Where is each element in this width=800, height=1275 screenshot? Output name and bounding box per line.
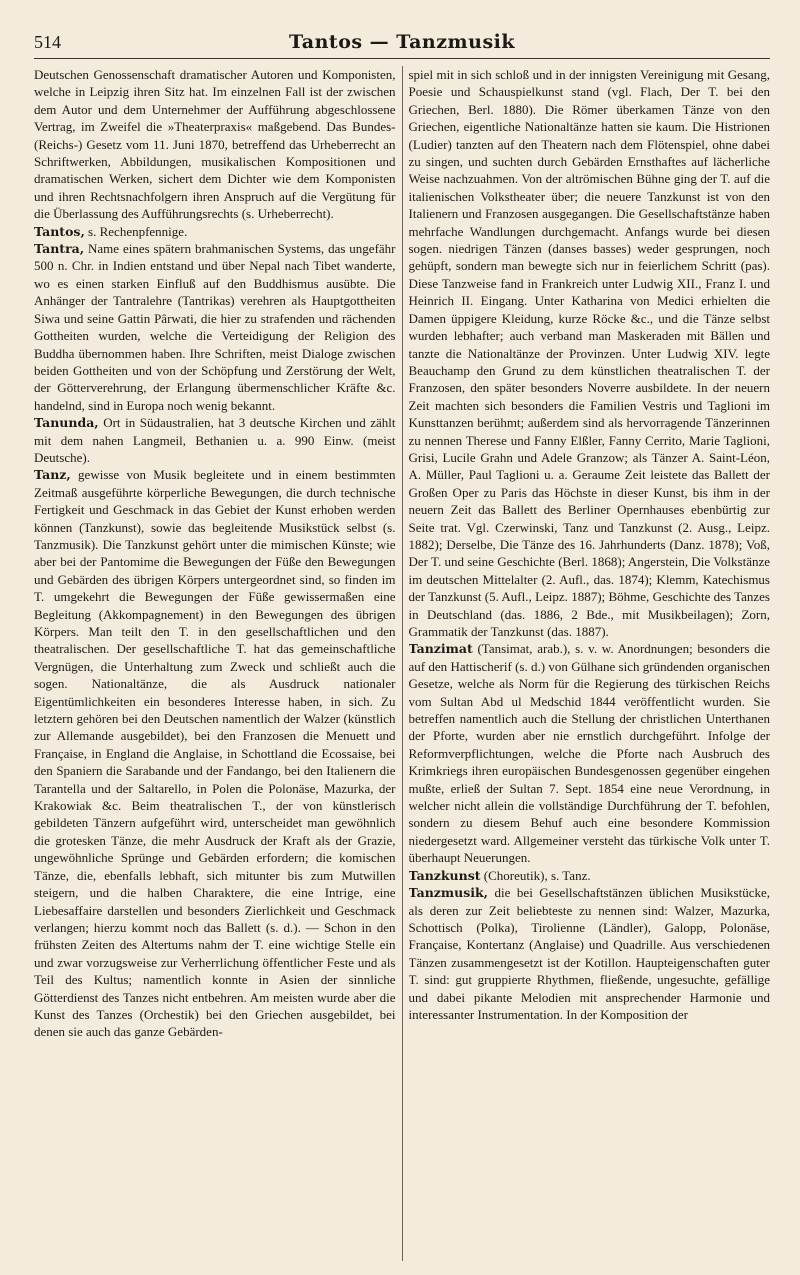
paragraph-continuation: [34, 66, 396, 223]
page-number: 514: [34, 32, 61, 52]
entry-tanunda: [34, 414, 396, 466]
paragraph-text: spiel mit in sich schloß und in der innigsten Vereinigung mit Gesang, Poesie und Schauspielkunst stand (vgl. Flach, Der T. bei den Griechen, Berl. 1880). Die Römer überkamen Tänze von den Griechen, eigentliche Nationaltänze hatten sie kaum. Die Histrionen (Ludier) tanzten auf den Theatern nach dem Flötenspiel, ohne dabei zu singen, und suchten durch Gebärden Ernsthaftes auf lächerliche Weise nachzuahmen. Von der altrömischen Bühne ging der T. auf die italienischen Volkstheater über; die neuere Tanzkunst ist von den Italienern und Franzosen ausgegangen. Die Gesellschaftstänze haben mehrfache Wandlungen durchgemacht. Anfangs wurde bei diesen sogen. niedrigen Tänzen (danses basses) weder gesprungen, noch gehüpft, sondern man bewegte sich nur in feierlichem Schritt (pas). Diese Tanzweise fand in Frankreich unter Ludwig XII., Franz I. und Heinrich II. Eingang. Unter Katharina von Medici erhielten die Damen üppigere Kleidung, kurze Röcke &c., und die Tänze selbst wurden lebhafter; auch verband man Maskeraden mit Bällen und tanzte die Nationaltänze der Provinzen. Unter Ludwig XIV. legte Beauchamp den Grund zu dem künstlichen theatralischen T. der Franzosen, den später besonders Noverre ausbildete. In der neuern Zeit machten sich besonders die Familien Vestris und Taglioni im Kunsttanzen berühmt; außerdem sind als hervorragende Tänzerinnen zu nennen Therese und Fanny Elßler, Fanny Cerrito, Marie Taglioni, Grisi, Lucile Grahn und Adele Granzow; als Tänzer A. Saint-Léon, A. Müller, Paul Taglioni u. a. Geraume Zeit leistete das Ballett der Großen Oper zu Paris das Höchste in dieser Kunst, bis ihm in der neuern Zeit das Ballett des Berliner Opernhauses ebenbürtig zur Seite trat. Vgl. Czerwinski, Tanz und Tanzkunst (2. Ausg., Leipz. 1882); Derselbe, Die Tänze des 16. Jahrhunderts (Danz. 1878); Voß, Der T. und seine Geschichte (Berl. 1868); Angerstein, Die Volkstänze im deutschen Mittelalter (2. Aufl., das. 1874); Klemm, Katechismus der Tanzkunst (5. Aufl., Leipz. 1887); Böhme, Geschichte des Tanzes in Deutschland (das. 1886, 2 Bde., mit Musikbeilagen); Zorn, Grammatik der Tanzkunst (das. 1887).: [408, 67, 770, 639]
headword-tanzimat: Tanzimat: [408, 641, 473, 657]
entry-text: s. Rechenpfennige.: [88, 223, 188, 239]
entry-tanz: [34, 466, 396, 1040]
column-divider: [402, 66, 403, 1261]
paragraph-continuation: [409, 66, 771, 640]
entry-text: (Choreutik), s. Tanz.: [483, 867, 591, 883]
entry-tantra: [34, 240, 396, 414]
column-right: [409, 66, 771, 1261]
paragraph-text: Deutschen Genossenschaft dramatischer Autoren und Komponisten, welche in Leipzig ihren Sitz hat. Im einzelnen Fall ist der zwischen dem Autor und dem Unternehmer der Aufführung abgeschlossene Vertrag, im Zweifel die »Theaterpraxis« maßgebend. Das Bundes- (Reichs-) Gesetz vom 11. Juni 1870, betreffend das Urheberrecht an Schriftwerken, Abbildungen, musikalischen Kompositionen und dramatischen Werken, sichert dem Dichter wie dem Komponisten und ihren Rechtsnachfolgern ihren Anspruch auf die Vergütung für die Überlassung des Aufführungsrechts (s. Urheberrecht).: [34, 67, 396, 222]
running-title: Tantos — Tanzmusik: [288, 31, 516, 53]
entry-tantos: [34, 223, 396, 240]
entry-text: gewisse von Musik begleitete und in einem bestimmten Zeitmaß ausgeführte körperliche Bewegungen, die durch technische Fertigkeit und Geschmack in das Gebiet der Kunst erhoben werden können (Tanzkunst), sowie das begleitende Musikstück selbst (s. Tanzmusik). Die Tanzkunst gehört unter die mimischen Künste; wie aber bei der Pantomime die Bewegungen der Füße den Bewegungen und Gebärden des übrigen Körpers untergeordnet sind, so finden im T. umgekehrt die Bewegungen der Füße gewissermaßen eine Begleitung (Akkompagnement) in den Bewegungen des übrigen Körpers. Man teilt den T. in den gesellschaftlichen und den theatralischen. Der gesellschaftliche T. hat das gemeinschaftliche Vergnügen, die Unterhaltung zum Zweck und schließt auch die sogen. Nationaltänze, die als Ausdruck nationaler Eigentümlichkeiten ein besonderes Interesse haben, in sich. Zu letztern gehören bei den Deutschen namentlich der Walzer (künstlich zur Allemande ausgebildet), bei den Franzosen die Menuett und Française, in England die Anglaise, in Schottland die Ecossaise, bei den Spaniern die Sarabande und der Fandango, bei den Italienern die Tarantella und der Saltarello, in Polen die Polonäse, Mazurka, der Krakowiak &c. Beim theatralischen T., der von künstlerisch gebildeten Tänzern aufgeführt wird, unterscheidet man gewöhnlich die grotesken Tänze, die mehr Ausdruck der Kraft als der Grazie, ungewöhnliche Sprünge und Gebärden erfordern; die komischen Tänze, die, ebenfalls lebhaft, sich mitunter bis zum Mutwillen steigern, und die halben Charaktere, die eine Intrige, eine Liebesaffaire darstellen und besonders Zierlichkeit und Geschmack verlangen; hierzu kommt noch das Ballett (s. d.). — Schon in den frühsten Zeiten des Altertums nahm der T. eine wichtige Stelle ein und zwar vorzugsweise zur Verherrlichung öffentlicher Feste und als Teil des Kultus; namentlich konnte in Asien der sinnliche Götterdienst des Tanzes nicht entbehren. Am meisten wurde aber die Kunst des Tanzes (Orchestik) bei den Griechen ausgebildet, bei denen sie auch das ganze Gebärden-: [34, 467, 396, 1040]
headword-tanzmusik: Tanzmusik,: [408, 885, 489, 901]
headword-tanzkunst: Tanzkunst: [408, 867, 481, 883]
headword-tantos: Tantos,: [34, 223, 85, 239]
text-columns: [34, 66, 770, 1261]
entry-text: die bei Gesellschaftstänzen üblichen Musikstücke, als deren zur Zeit beliebteste zu nennen sind: Walzer, Mazurka, Schottisch (Polka), Tirolienne (Ländler), Galopp, Polonäse, Française, Kontertanz (Anglaise) und Quadrille. Aus verschiedenen Tänzen zusammengesetzt ist der Kotillon. Haupteigenschaften guter T. sind: gut gruppierte Rhythmen, fließende, ungesuchte, gefällige und dabei pikante Melodien mit ansprechender Harmonie und interessanter Instrumentation. In der Komposition der: [408, 885, 770, 1022]
entry-tanzkunst: [409, 867, 771, 884]
column-left: [34, 66, 396, 1261]
entry-text: Name eines spätern brahmanischen Systems, das ungefähr 500 n. Chr. in Indien entstand und über Nepal nach Tibet wanderte, wo es einen starken Einfluß auf den Buddhismus ausübte. Die Anhänger der Tantralehre (Tantrikas) verehren als Hauptgottheiten Siwa und seine Gattin Pârwati, die hier zu strafenden und rächenden Gottheiten wurden, welche die Verteidigung der Religion des Buddha übernommen haben. Ihre Schriften, meist Dialoge zwischen beiden Gottheiten und von der Schöpfung und Zerstörung der Welt, der Götterverehrung, der Erlangung übermenschlicher Kräfte &c. handelnd, sind in Europa noch wenig bekannt.: [34, 241, 396, 413]
headword-tantra: Tantra,: [34, 241, 85, 257]
page-header: [34, 30, 770, 59]
entry-text: Ort in Südaustralien, hat 3 deutsche Kirchen und zählt mit dem nahen Langmeil, Bethanien u. a. 990 Einw. (meist Deutsche).: [34, 415, 396, 465]
entry-tanzimat: [409, 640, 771, 866]
headword-tanunda: Tanunda,: [34, 415, 99, 431]
headword-tanz: Tanz,: [34, 467, 71, 483]
entry-tanzmusik: [409, 884, 771, 1023]
entry-text: (Tansimat, arab.), s. v. w. Anordnungen; besonders die auf den Hattischerif (s. d.) von Gülhane sich gründenden organischen Gesetze, welche als Norm für die Regierung des türkischen Reichs vom Sultan Abd ul Medschid 1844 veröffentlicht wurden. Sie betreffen namentlich auch die Stellung der christlichen Unterthanen der Pforte, wurden aber nie ernstlich durchgeführt. Infolge der Reformverpflichtungen, welche die Pforte nach Ausbruch des Krimkriegs ihren europäischen Bundesgenossen gegenüber eingehen mußte, erließ der Sultan 7. Sept. 1854 eine neue Verordnung, in welcher nicht allein die vollständige Durchführung der T. befohlen, sondern zu diesem Behuf auch eine besondere Kommission niedergesetzt ward. Allgemeiner versteht das türkische Volk unter T. überhaupt Neuerungen.: [408, 641, 770, 866]
